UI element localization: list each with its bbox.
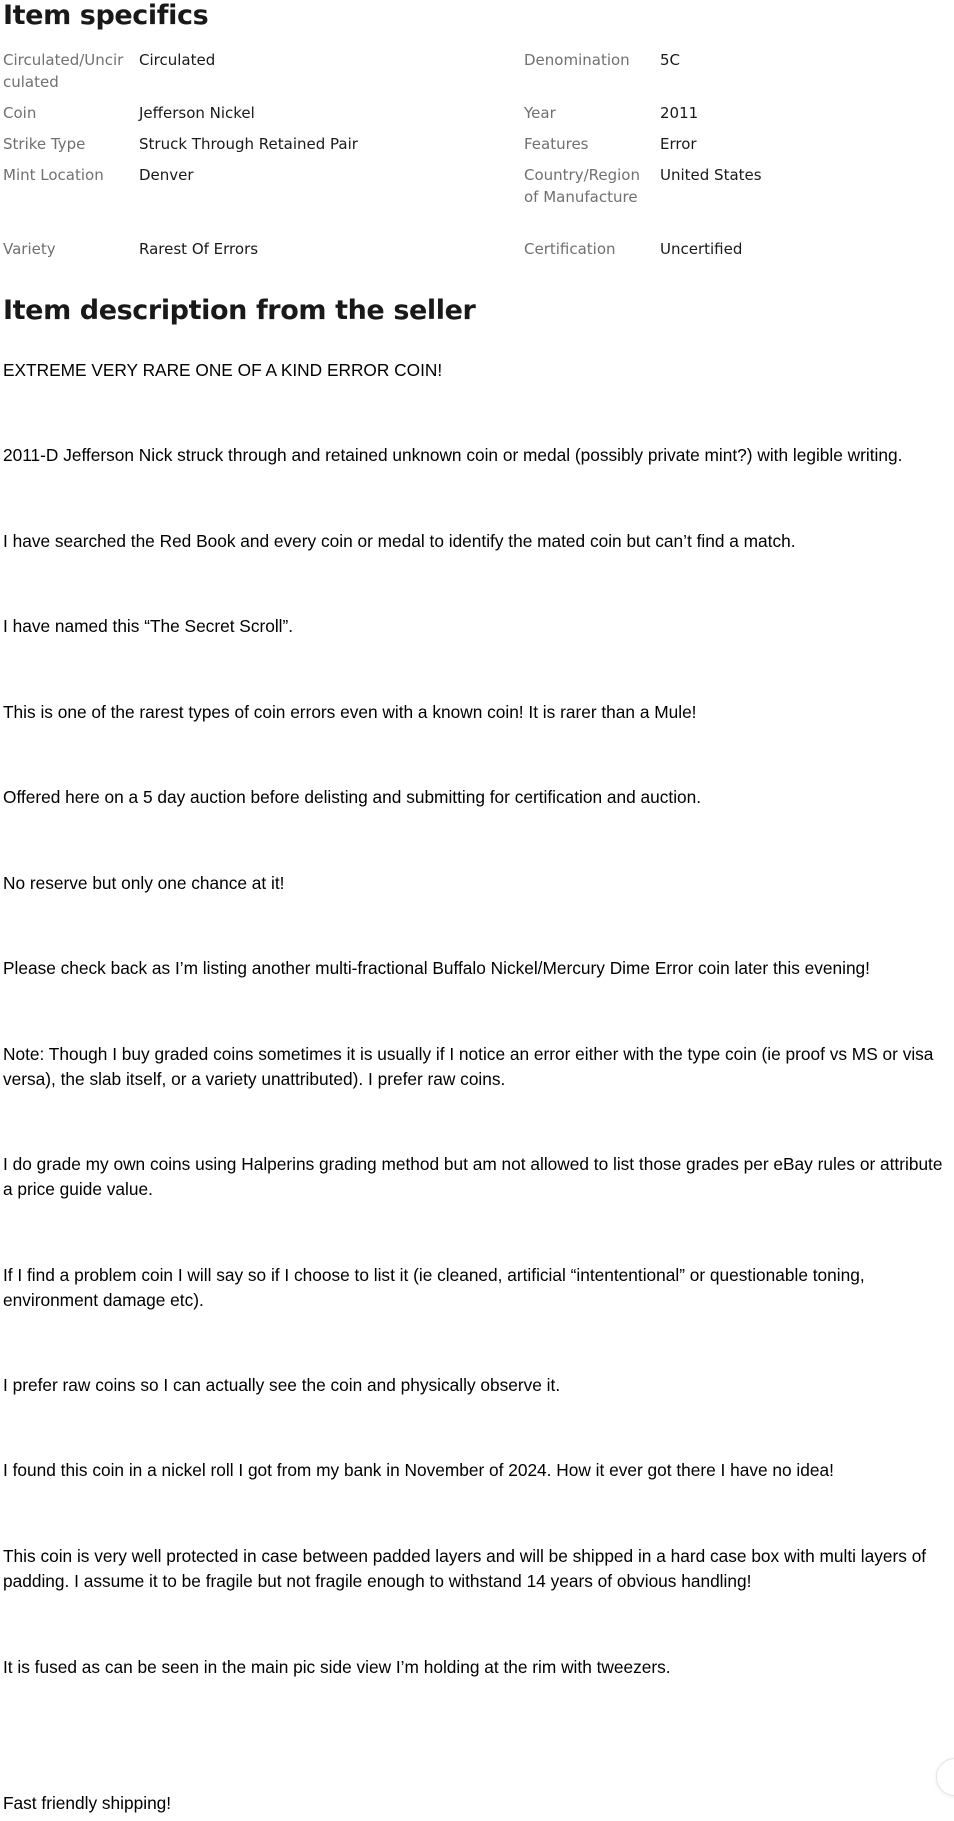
description-paragraph: EXTREME VERY RARE ONE OF A KIND ERROR COIN! bbox=[3, 360, 443, 380]
spec-label: Coin bbox=[3, 104, 37, 122]
spec-value: Jefferson Nickel bbox=[139, 104, 255, 122]
spec-value: Struck Through Retained Pair bbox=[139, 135, 358, 153]
description-paragraph: I have searched the Red Book and every coin or medal to identify the mated coin but can’t find a match. bbox=[3, 531, 796, 551]
spec-label: Denomination bbox=[524, 51, 630, 69]
item-specifics-heading: Item specifics bbox=[3, 0, 209, 31]
description-paragraph: I do grade my own coins using Halperins grading method but am not allowed to list those grades per eBay rules or attribute a price guide value. bbox=[3, 1154, 943, 1199]
description-paragraph: This coin is very well protected in case between padded layers and will be shipped in a hard case box with multi layers of padding. I assume it to be fragile but not fragile enough to withstand 14 years of obvious handling! bbox=[3, 1546, 927, 1591]
description-paragraph: Offered here on a 5 day auction before delisting and submitting for certification and auction. bbox=[3, 787, 702, 807]
description-paragraph: I prefer raw coins so I can actually see the coin and physically observe it. bbox=[3, 1375, 561, 1395]
description-paragraph: Fast friendly shipping! bbox=[3, 1793, 172, 1813]
description-paragraph: This is one of the rarest types of coin errors even with a known coin! It is rarer than a Mule! bbox=[3, 702, 697, 722]
spec-label: Features bbox=[524, 135, 589, 153]
description-paragraph: It is fused as can be seen in the main pic side view I’m holding at the rim with tweezers. bbox=[3, 1657, 671, 1677]
description-paragraph: If I find a problem coin I will say so if I choose to list it (ie cleaned, artificial “intententional” or questionable toning, environment damage etc). bbox=[3, 1265, 865, 1310]
description-paragraph: 2011-D Jefferson Nick struck through and retained unknown coin or medal (possibly private mint?) with legible writing. bbox=[3, 445, 903, 465]
description-paragraph: Note: Though I buy graded coins sometimes it is usually if I notice an error either with the type coin (ie proof vs MS or visa versa), the slab itself, or a variety unattributed). I prefer raw coins. bbox=[3, 1044, 934, 1089]
spec-value: Circulated bbox=[139, 51, 216, 69]
spec-value: Rarest Of Errors bbox=[139, 240, 259, 258]
description-paragraph: Please check back as I’m listing another multi-fractional Buffalo Nickel/Mercury Dime Error coin later this evening! bbox=[3, 958, 870, 978]
spec-value: Denver bbox=[139, 166, 194, 184]
spec-value: 5C bbox=[660, 51, 681, 69]
spec-label: Certification bbox=[524, 240, 616, 258]
spec-label: Country/Region of Manufacture bbox=[524, 166, 640, 206]
spec-value: 2011 bbox=[660, 104, 699, 122]
spec-label: Variety bbox=[3, 240, 56, 258]
description-paragraph: I found this coin in a nickel roll I got from my bank in November of 2024. How it ever got there I have no idea! bbox=[3, 1460, 834, 1480]
spec-value: Uncertified bbox=[660, 240, 743, 258]
spec-value: Error bbox=[660, 135, 697, 153]
description-paragraph: I have named this “The Secret Scroll”. bbox=[3, 616, 294, 636]
spec-label: Mint Location bbox=[3, 166, 104, 184]
spec-label: Year bbox=[524, 104, 556, 122]
spec-value: United States bbox=[660, 166, 762, 184]
spec-label: Strike Type bbox=[3, 135, 86, 153]
item-description-heading: Item description from the seller bbox=[3, 295, 476, 326]
spec-label: Circulated/Uncirculated bbox=[3, 51, 124, 91]
description-paragraph: No reserve but only one chance at it! bbox=[3, 873, 285, 893]
